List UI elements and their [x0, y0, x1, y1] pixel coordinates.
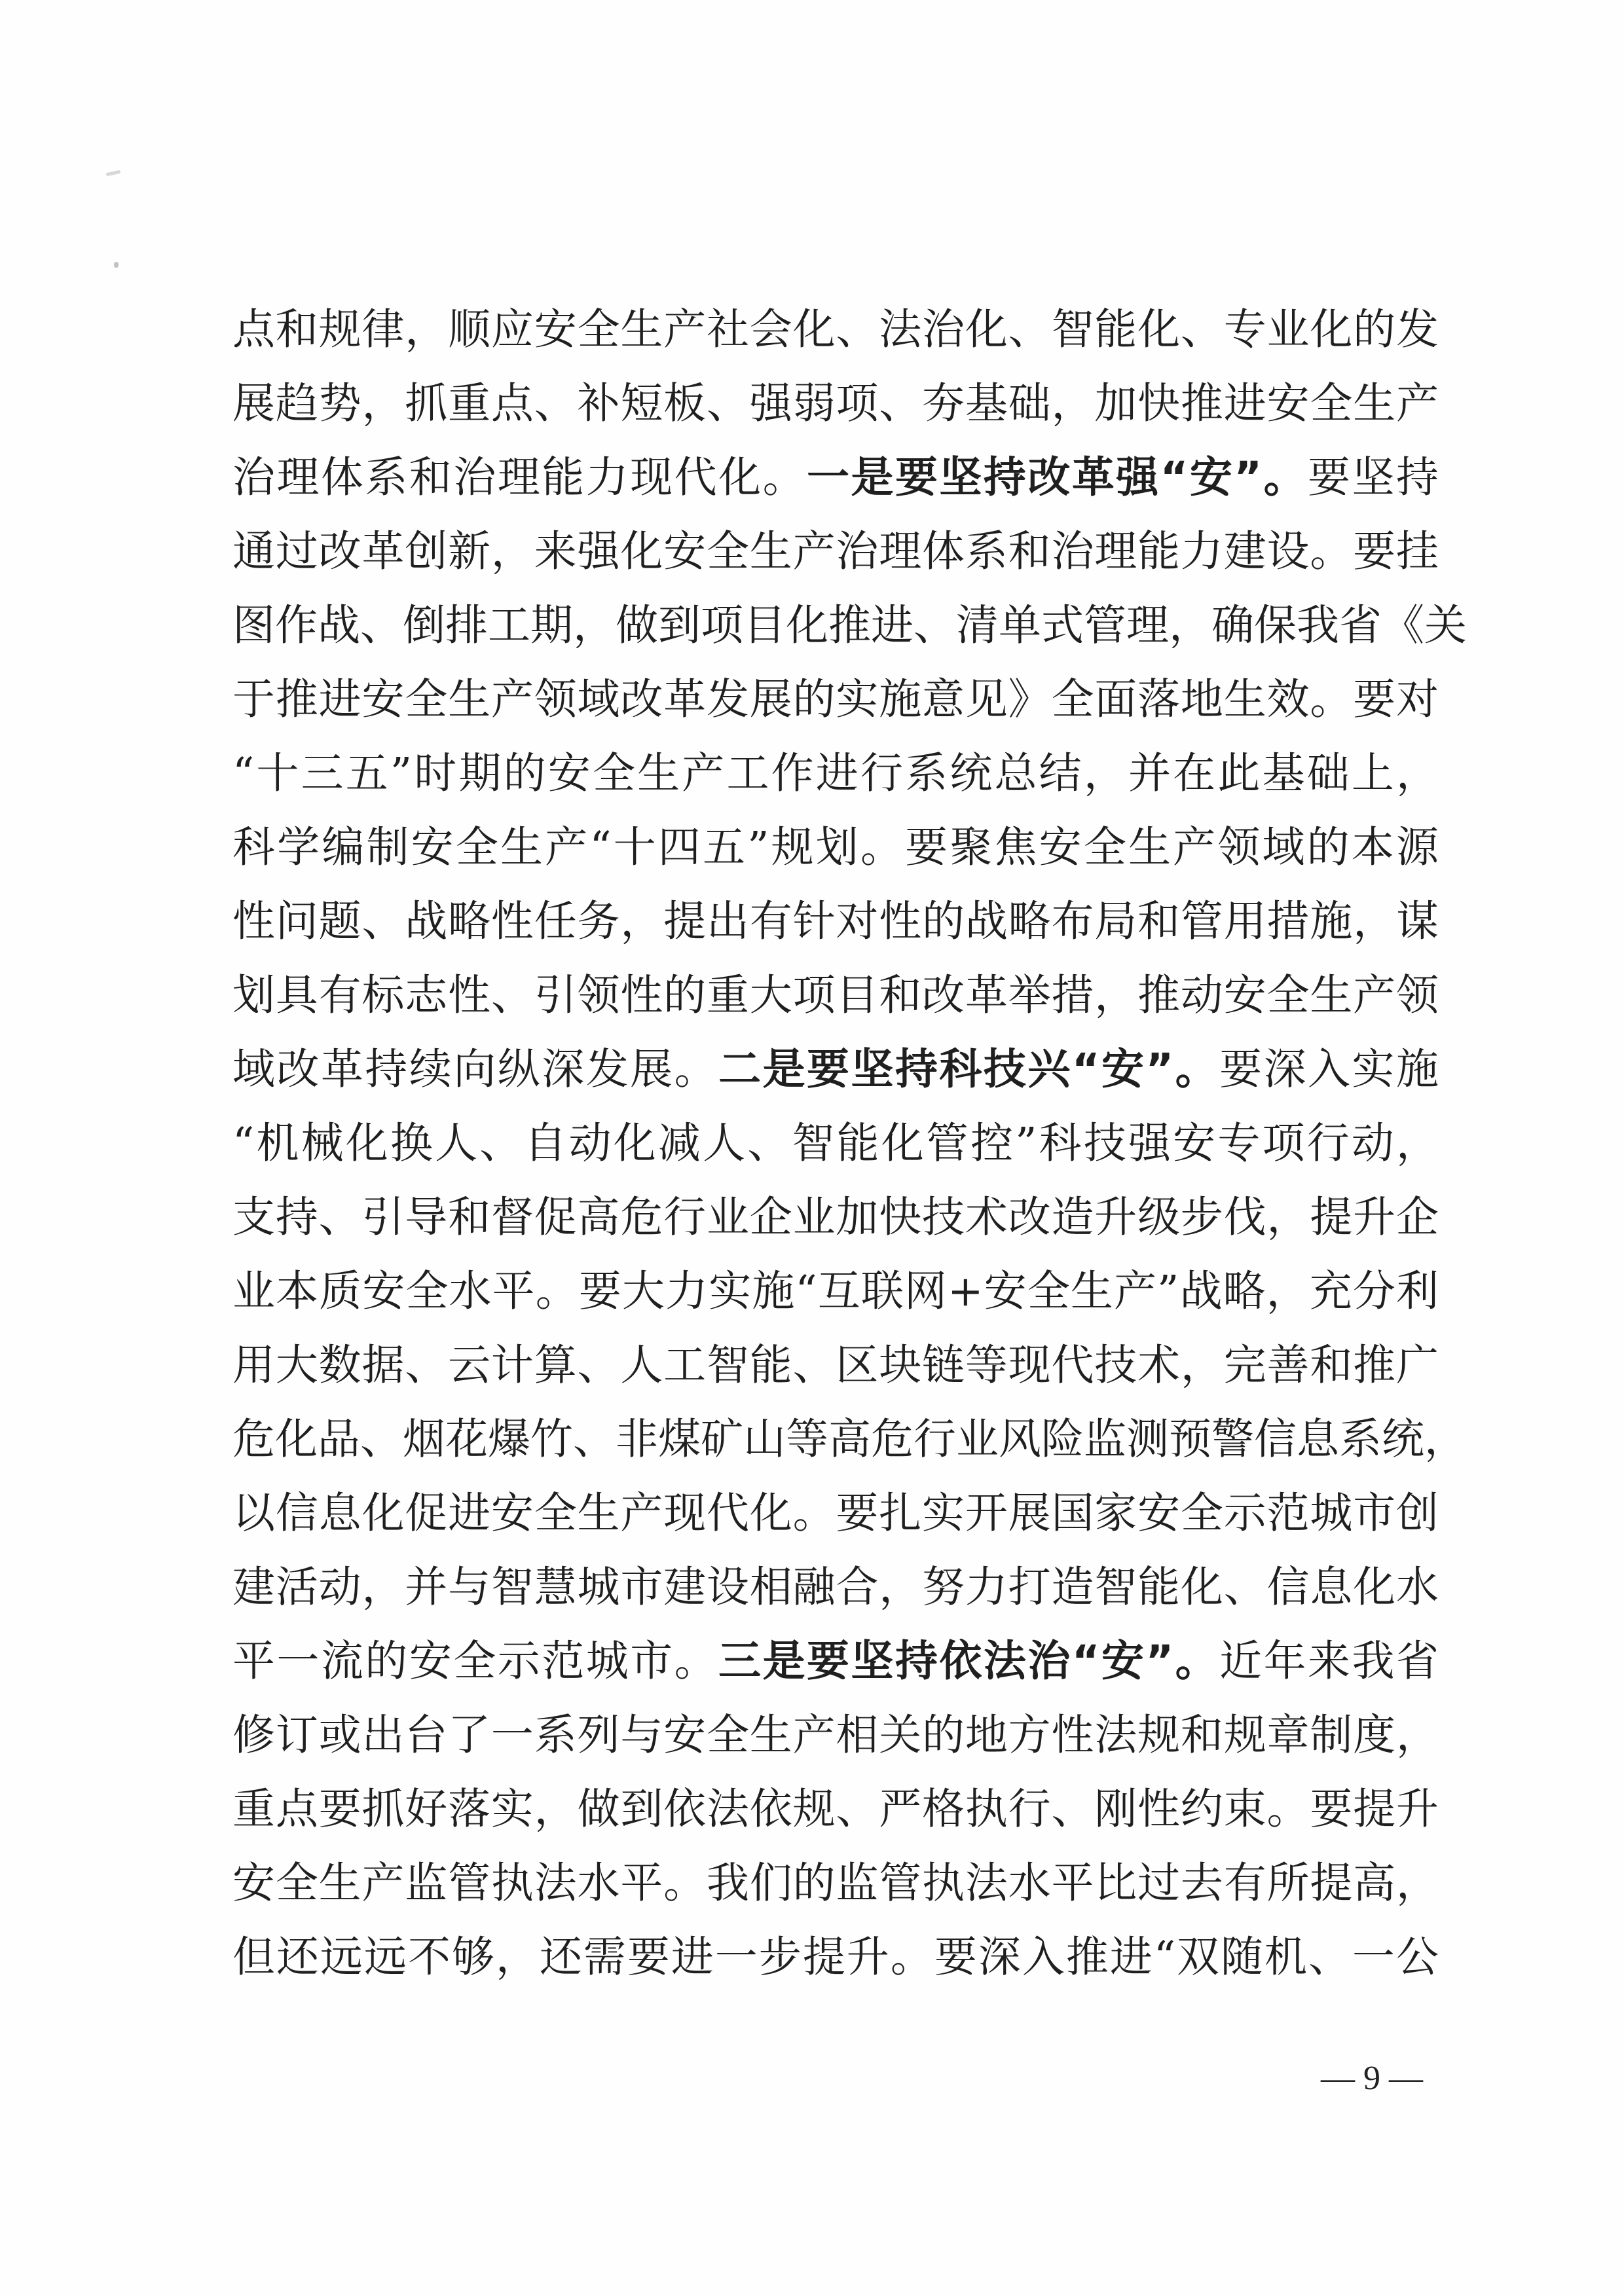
paragraph-text: 展趋势，抓重点、补短板、强弱项、夯基础，加快推进安全生产 [232, 379, 1439, 428]
paragraph-text: 于推进安全生产领域改革发展的实施意见》全面落地生效。要对 [232, 675, 1439, 724]
paragraph-text: 科学编制安全生产“十四五”规划。要聚焦安全生产领域的本源 [232, 823, 1439, 872]
body-text [232, 293, 1467, 1994]
text-line [232, 367, 1439, 441]
text-line [232, 1698, 1439, 1772]
text-line [232, 663, 1439, 737]
text-line [232, 1328, 1439, 1402]
paragraph-text: 图作战、倒排工期，做到项目化推进、清单式管理，确保我省《关 [232, 601, 1467, 650]
paragraph-text: 危化品、烟花爆竹、非煤矿山等高危行业风险监测预警信息系统， [232, 1415, 1467, 1464]
paragraph-text: 支持、引导和督促高危行业企业加快技术改造升级步伐，提升企 [232, 1193, 1439, 1242]
text-line [232, 1106, 1439, 1180]
paragraph-text: 业本质安全水平。要大力实施“互联网+安全生产”战略，充分利 [232, 1267, 1439, 1316]
scan-speck [114, 262, 119, 268]
text-line [232, 1254, 1439, 1328]
paragraph-text: 划具有标志性、引领性的重大项目和改革举措，推动安全生产领 [232, 971, 1439, 1020]
paragraph-text: 近年来我省 [1219, 1637, 1439, 1686]
paragraph-text: 要坚持 [1308, 453, 1439, 502]
text-line [232, 1624, 1439, 1698]
text-line [232, 1476, 1439, 1550]
paragraph-text: 但还远远不够，还需要进一步提升。要深入推进“双随机、一公 [232, 1933, 1439, 1982]
text-line [232, 515, 1439, 589]
text-line [232, 1402, 1467, 1476]
text-line [232, 441, 1439, 515]
text-line [232, 884, 1439, 958]
text-line [232, 1772, 1439, 1846]
paragraph-text: 通过改革创新，来强化安全生产治理体系和治理能力建设。要挂 [232, 527, 1439, 576]
text-line [232, 958, 1439, 1032]
text-line [232, 1180, 1439, 1254]
text-line [232, 811, 1439, 884]
paragraph-text: 建活动，并与智慧城市建设相融合，努力打造智能化、信息化水 [232, 1563, 1439, 1612]
page-number: — 9 — [1321, 2060, 1423, 2097]
text-line [232, 293, 1439, 367]
paragraph-text: 以信息化促进安全生产现代化。要扎实开展国家安全示范城市创 [232, 1489, 1439, 1538]
paragraph-text: 重点要抓好落实，做到依法依规、严格执行、刚性约束。要提升 [232, 1785, 1439, 1834]
paragraph-text: 域改革持续向纵深发展。 [232, 1045, 719, 1094]
bold-emphasis-text: 一是要坚持改革强“安”。 [807, 453, 1308, 502]
paragraph-text: “机械化换人、自动化减人、智能化管控”科技强安专项行动， [232, 1119, 1439, 1168]
bold-emphasis-text: 二是要坚持科技兴“安”。 [718, 1045, 1220, 1094]
text-line [232, 737, 1439, 811]
paragraph-text: 性问题、战略性任务，提出有针对性的战略布局和管用措施，谋 [232, 897, 1439, 946]
text-line [232, 1920, 1439, 1994]
text-line [232, 1550, 1439, 1624]
paragraph-text: “十三五”时期的安全生产工作进行系统总结，并在此基础上， [232, 749, 1439, 798]
paragraph-text: 点和规律，顺应安全生产社会化、法治化、智能化、专业化的发 [232, 305, 1439, 354]
text-line [232, 1846, 1439, 1920]
paragraph-text: 安全生产监管执法水平。我们的监管执法水平比过去有所提高， [232, 1859, 1439, 1908]
text-line [232, 1032, 1439, 1106]
paragraph-text: 治理体系和治理能力现代化。 [232, 453, 807, 502]
scan-speck [106, 170, 121, 176]
bold-emphasis-text: 三是要坚持依法治“安”。 [718, 1637, 1220, 1686]
paragraph-text: 用大数据、云计算、人工智能、区块链等现代技术，完善和推广 [232, 1341, 1439, 1390]
paragraph-text: 修订或出台了一系列与安全生产相关的地方性法规和规章制度， [232, 1711, 1439, 1760]
text-line [232, 589, 1467, 663]
paragraph-text: 平一流的安全示范城市。 [232, 1637, 719, 1686]
paragraph-text: 要深入实施 [1219, 1045, 1439, 1094]
